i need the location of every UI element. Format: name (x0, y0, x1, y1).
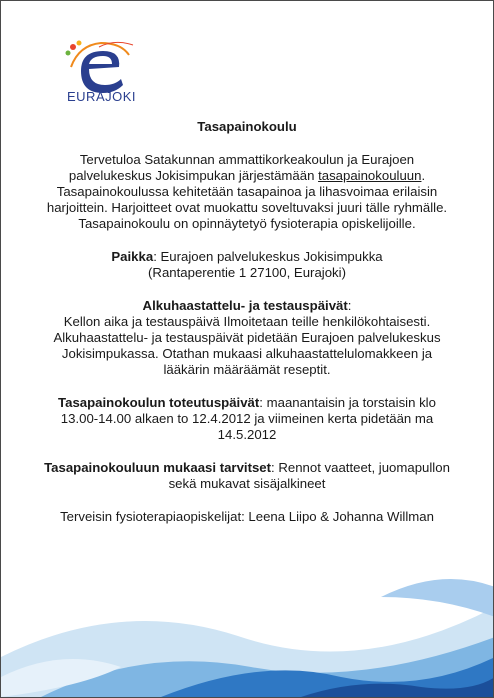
needs-paragraph: Tasapainokouluun mukaasi tarvitset: Rennot vaatteet, juomapullon sekä mukavat sisäjalkineet (44, 460, 450, 491)
schedule-paragraph: Tasapainokoulun toteutuspäivät: maanantaisin ja torstaisin klo 13.00-14.00 alkaen to 12.4.2012 ja viimeinen kerta pidetään ma 14.5.2012 (58, 395, 436, 442)
decorative-waves (1, 537, 494, 697)
needs-label: Tasapainokouluun mukaasi tarvitset (44, 460, 272, 475)
place-address: (Rantaperentie 1 27100, Eurajoki) (148, 265, 346, 280)
greeting-paragraph: Terveisin fysioterapiaopiskelijat: Leena Liipo & Johanna Willman (60, 509, 434, 524)
school-name-underlined: tasapainokouluun (318, 168, 422, 183)
document-body (41, 119, 453, 542)
intro-paragraph: Tervetuloa Satakunnan ammattikorkeakoulun ja Eurajoen palvelukeskus Jokisimpukan järjestämään tasapainokouluun. Tasapainokoulussa kehitetään tasapainoa ja lihasvoimaa erilaisin harjoittein. Harjoitteet ovat muokattu soveltuvaksi juuri tälle ryhmälle. Tasapainokoulu on opinnäytetyö fysioterapia opiskelijoille. (46, 152, 448, 231)
testing-label: Alkuhaastattelu- ja testauspäivät (142, 298, 348, 313)
testing-paragraph: Alkuhaastattelu- ja testauspäivät: Kellon aika ja testauspäivä Ilmoitetaan teille henkilökohtaisesti. Alkuhaastattelu- ja testauspäivät pidetään Eurajoen palvelukeskus Jokisimpukassa. Otathan mukaasi alkuhaastattelulomakkeen ja lääkärin määräämät reseptit. (53, 298, 441, 377)
place-paragraph: Paikka: Eurajoen palvelukeskus Jokisimpukka (Rantaperentie 1 27100, Eurajoki) (111, 249, 383, 280)
schedule-label: Tasapainokoulun toteutuspäivät (58, 395, 260, 410)
place-label: Paikka (111, 249, 154, 264)
logo-wordmark: EURAJOKI (67, 89, 137, 104)
document-title: Tasapainokoulu (197, 119, 297, 134)
